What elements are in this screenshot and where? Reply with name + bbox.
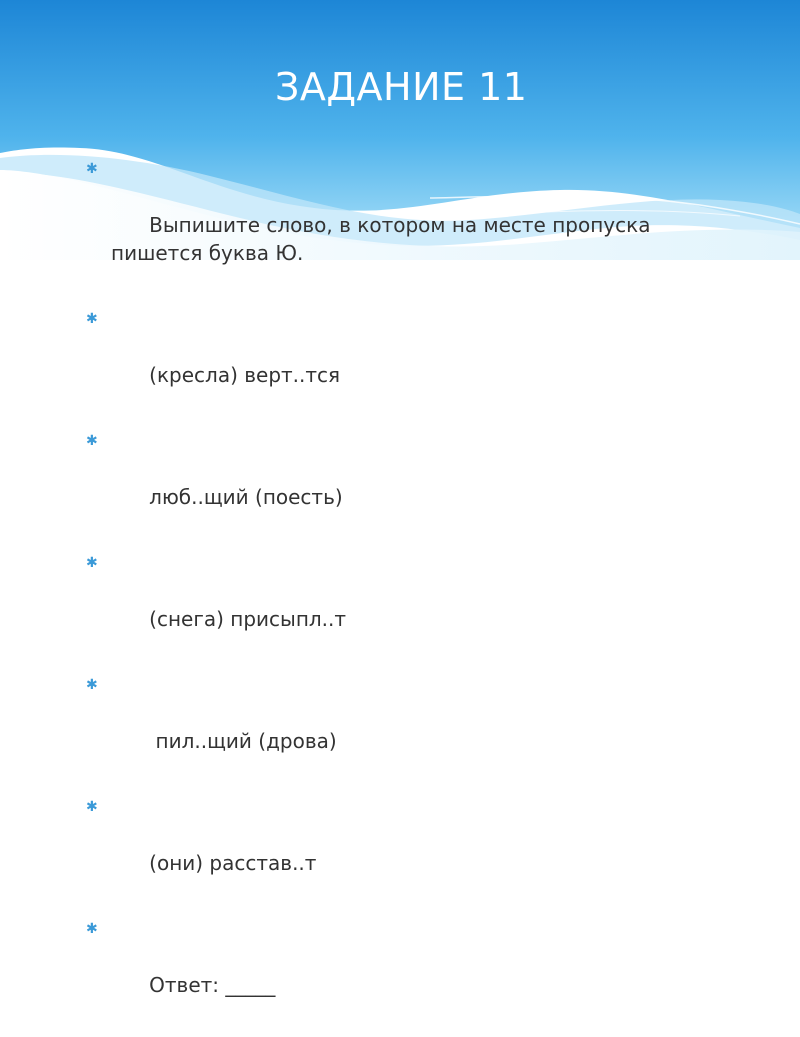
asterisk-bullet-icon: ✱ bbox=[86, 677, 98, 693]
asterisk-bullet-icon: ✱ bbox=[86, 161, 98, 177]
option-text: (кресла) верт..тся bbox=[149, 363, 341, 387]
list-item bbox=[86, 915, 706, 1027]
list-item bbox=[86, 155, 706, 295]
list-item bbox=[86, 549, 706, 661]
list-item bbox=[86, 793, 706, 905]
list-item bbox=[86, 427, 706, 539]
asterisk-bullet-icon: ✱ bbox=[86, 433, 98, 449]
option-text: (они) расстав..т bbox=[149, 851, 317, 875]
task-bullet-list bbox=[86, 155, 706, 1037]
asterisk-bullet-icon: ✱ bbox=[86, 311, 98, 327]
list-item bbox=[86, 671, 706, 783]
task-instruction: Выпишите слово, в котором на месте пропуска пишется буква Ю. bbox=[111, 213, 657, 265]
asterisk-bullet-icon: ✱ bbox=[86, 921, 98, 937]
slide-title: ЗАДАНИЕ 11 bbox=[275, 65, 528, 109]
asterisk-bullet-icon: ✱ bbox=[86, 799, 98, 815]
option-text: пил..щий (дрова) bbox=[149, 729, 337, 753]
answer-line: Ответ: _____ bbox=[149, 973, 276, 997]
option-text: люб..щий (поесть) bbox=[149, 485, 343, 509]
option-text: (снега) присыпл..т bbox=[149, 607, 347, 631]
list-item bbox=[86, 305, 706, 417]
asterisk-bullet-icon: ✱ bbox=[86, 555, 98, 571]
